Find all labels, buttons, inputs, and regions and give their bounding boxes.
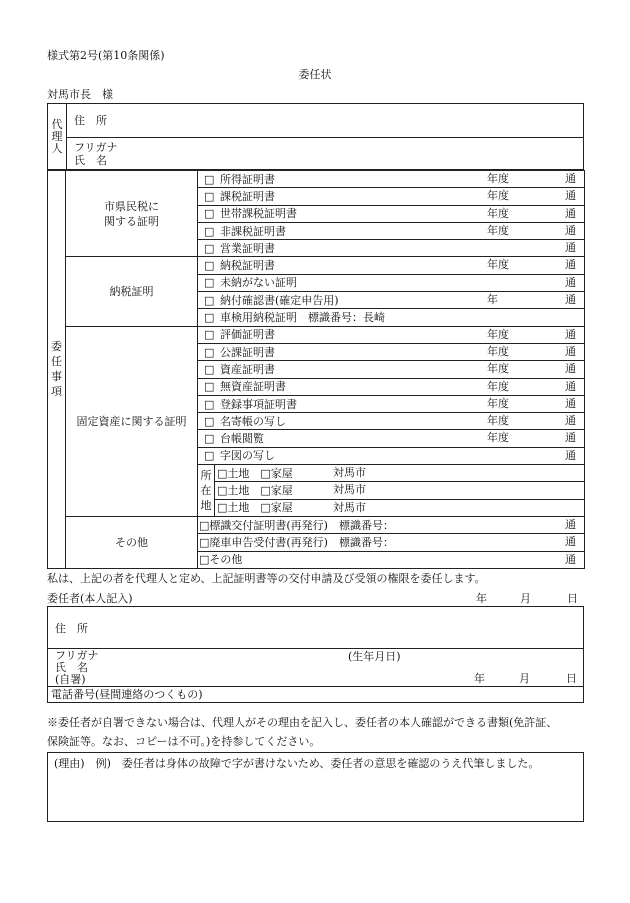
checkbox[interactable]: □ <box>204 259 215 273</box>
certificate-name: 資産証明書 <box>220 362 275 376</box>
year-unit: 年度 <box>487 362 509 376</box>
agent-label <box>48 104 67 170</box>
note-line-1: ※委任者が自署できない場合は、代理人がその理由を記入し、委任者の本人確認ができる書類(免許証、 <box>47 716 558 729</box>
location-label-text: 所 在 地 <box>200 468 212 512</box>
certificate-name: 所得証明書 <box>220 172 275 186</box>
delegation-label <box>48 171 66 569</box>
copies-unit: 通 <box>565 189 576 203</box>
copies-unit: 通 <box>565 344 576 358</box>
addressee: 対馬市長 様 <box>47 88 113 101</box>
certificate-item[interactable] <box>198 309 585 326</box>
copies-unit: 通 <box>565 552 576 566</box>
certificate-name: 営業証明書 <box>220 241 275 255</box>
location-label <box>198 465 215 517</box>
copies-unit: 通 <box>565 448 576 462</box>
year-unit: 年度 <box>487 172 509 185</box>
agent-label-text: 代 理 人 <box>51 117 63 155</box>
copies-unit: 通 <box>565 241 576 255</box>
principal-heading: 委任者(本人記入) <box>47 592 133 605</box>
checkbox[interactable]: □ <box>204 311 215 325</box>
checkbox[interactable]: □ <box>204 414 215 428</box>
year-unit: 年度 <box>487 206 509 220</box>
principal-name-label: 氏 名 <box>55 660 88 674</box>
principal-address-field[interactable] <box>48 607 584 649</box>
phone-label: 電話番号(昼間連絡のつくもの) <box>51 687 203 701</box>
principal-phone-field[interactable] <box>48 687 584 703</box>
checkbox[interactable]: □ <box>204 189 215 203</box>
year-unit: 年度 <box>487 327 509 341</box>
other-item[interactable] <box>198 551 585 568</box>
copies-unit: 通 <box>565 293 576 307</box>
certificate-name: 評価証明書 <box>220 328 275 342</box>
certificate-item[interactable] <box>198 257 585 274</box>
principal-table <box>47 606 584 703</box>
certificate-item[interactable] <box>198 188 585 205</box>
form-number: 様式第2号(第10条関係) <box>47 49 165 62</box>
birth-month-label: 月 <box>519 672 530 685</box>
checkbox[interactable]: □ <box>204 432 215 446</box>
checkbox[interactable]: □ <box>204 380 215 394</box>
year-unit: 年度 <box>487 223 509 237</box>
certificate-item[interactable] <box>198 395 585 412</box>
agent-address-label: 住 所 <box>74 114 107 127</box>
group-label-text: 納税証明 <box>109 285 154 299</box>
year-unit: 年度 <box>487 258 509 272</box>
certificate-item[interactable] <box>198 171 585 188</box>
delegation-label-text: 委 任 事 項 <box>51 340 62 399</box>
certificate-name: 台帳閲覧 <box>220 432 264 446</box>
certificate-name: 名寄帳の写し <box>220 414 286 428</box>
copies-unit: 通 <box>565 362 576 376</box>
copies-unit: 通 <box>565 517 576 531</box>
agent-table <box>47 103 584 170</box>
copies-unit: 通 <box>565 379 576 393</box>
checkbox[interactable]: □ <box>204 224 215 238</box>
certificate-name: 無資産証明書 <box>220 380 286 394</box>
certificate-name: 課税証明書 <box>220 189 275 203</box>
certificate-item[interactable] <box>198 378 585 395</box>
location-city: 対馬市 <box>333 500 366 514</box>
other-group-label-text: その他 <box>115 535 148 549</box>
checkbox[interactable]: □ <box>204 293 215 307</box>
certificate-item[interactable] <box>198 447 585 464</box>
birth-day-label: 日 <box>566 672 577 685</box>
checkbox[interactable]: □ <box>204 362 215 376</box>
reason-box[interactable] <box>47 752 584 822</box>
location-field[interactable] <box>215 465 585 482</box>
copies-unit: 通 <box>565 172 576 185</box>
checkbox[interactable]: □ <box>204 345 215 359</box>
other-item[interactable] <box>198 516 585 533</box>
agent-furigana-label: フリガナ <box>74 140 118 154</box>
certificate-item[interactable] <box>198 343 585 360</box>
checkbox[interactable]: □ <box>204 241 215 255</box>
land-building-options[interactable]: □土地 □家屋 <box>217 483 293 497</box>
year-unit: 年度 <box>487 414 509 428</box>
agent-name-field[interactable] <box>67 138 584 170</box>
certificate-item[interactable] <box>198 430 585 447</box>
certificate-name: 世帯課税証明書 <box>220 207 297 221</box>
year-unit: 年度 <box>487 396 509 410</box>
copies-unit: 通 <box>565 206 576 220</box>
other-item-text: □その他 <box>199 553 243 567</box>
certificate-item[interactable] <box>198 205 585 222</box>
date-day-label: 日 <box>567 592 578 605</box>
certificate-name: 字図の写し <box>220 449 275 463</box>
delegation-row <box>48 257 585 274</box>
date-year-label: 年 <box>476 592 487 605</box>
land-building-options[interactable]: □土地 □家屋 <box>217 466 293 480</box>
birth-year-label: 年 <box>474 672 485 685</box>
principal-address-label: 住 所 <box>55 621 88 635</box>
copies-unit: 通 <box>565 431 576 445</box>
other-item[interactable] <box>198 534 585 551</box>
agent-name-label: 氏 名 <box>74 153 107 167</box>
checkbox[interactable]: □ <box>204 207 215 221</box>
other-item-text: □廃車申告受付書(再発行) 標識番号： <box>199 535 394 549</box>
other-row <box>48 516 585 533</box>
certificate-name: 非課税証明書 <box>220 224 286 238</box>
certificate-name: 登録事項証明書 <box>220 397 297 411</box>
certificate-item[interactable] <box>198 326 585 343</box>
principal-name-field[interactable] <box>48 649 584 687</box>
group-label <box>66 171 198 257</box>
other-group-label <box>66 516 198 568</box>
location-city: 対馬市 <box>333 483 366 497</box>
checkbox[interactable]: □ <box>204 397 215 411</box>
certificate-item[interactable] <box>198 240 585 257</box>
date-month-label: 月 <box>520 592 531 605</box>
delegation-table <box>47 170 585 569</box>
location-field[interactable] <box>215 482 585 499</box>
location-field[interactable] <box>215 499 585 516</box>
certificate-name: 未納がない証明 <box>220 276 297 290</box>
copies-unit: 通 <box>565 275 576 289</box>
delegation-row <box>48 171 585 188</box>
certificate-name: 納付確認書(確定申告用) <box>220 293 339 307</box>
year-unit: 年度 <box>487 344 509 358</box>
signature-note: (自署) <box>55 672 86 686</box>
certificate-name: 納税証明書 <box>220 259 275 273</box>
year-unit: 年度 <box>487 431 509 445</box>
group-label <box>66 257 198 326</box>
year-unit: 年度 <box>487 379 509 393</box>
year-unit: 年 <box>487 293 498 307</box>
note-line-2: 保険証等。なお、コピーは不可。)を持参してください。 <box>47 735 321 748</box>
group-label-text: 固定資産に関する証明 <box>76 414 187 428</box>
birthdate-label: (生年月日) <box>348 650 401 663</box>
copies-unit: 通 <box>565 535 576 549</box>
copies-unit: 通 <box>565 258 576 272</box>
principal-furigana-label: フリガナ <box>55 648 99 662</box>
checkbox[interactable]: □ <box>204 276 215 290</box>
certificate-item[interactable] <box>198 274 585 291</box>
location-city: 対馬市 <box>333 466 366 480</box>
checkbox[interactable]: □ <box>204 328 215 342</box>
certificate-item[interactable] <box>198 292 585 309</box>
copies-unit: 通 <box>565 414 576 428</box>
group-label-text: 市県民税に 関する証明 <box>104 199 159 228</box>
page-title: 委任状 <box>298 68 332 81</box>
certificate-name: 公課証明書 <box>220 345 275 359</box>
copies-unit: 通 <box>565 223 576 237</box>
copies-unit: 通 <box>565 396 576 410</box>
agent-address-field[interactable] <box>67 104 584 138</box>
checkbox[interactable]: □ <box>204 449 215 463</box>
reason-example: (理由) 例) 委任者は身体の故障で字が書けないため、委任者の意思を確認のうえ代筆しました。 <box>54 757 540 770</box>
checkbox[interactable]: □ <box>204 172 215 186</box>
land-building-options[interactable]: □土地 □家屋 <box>217 501 293 515</box>
year-unit: 年度 <box>487 189 509 203</box>
certificate-item[interactable] <box>198 413 585 430</box>
delegation-statement: 私は、上記の者を代理人と定め、上記証明書等の交付申請及び受領の権限を委任します。 <box>47 572 486 585</box>
group-label <box>66 326 198 516</box>
copies-unit: 通 <box>565 327 576 341</box>
certificate-item[interactable] <box>198 222 585 239</box>
certificate-item[interactable] <box>198 361 585 378</box>
delegation-row <box>48 326 585 343</box>
other-item-text: □標識交付証明書(再発行) 標識番号： <box>199 518 394 532</box>
certificate-name: 車検用納税証明 標識番号：長崎 <box>220 311 385 325</box>
